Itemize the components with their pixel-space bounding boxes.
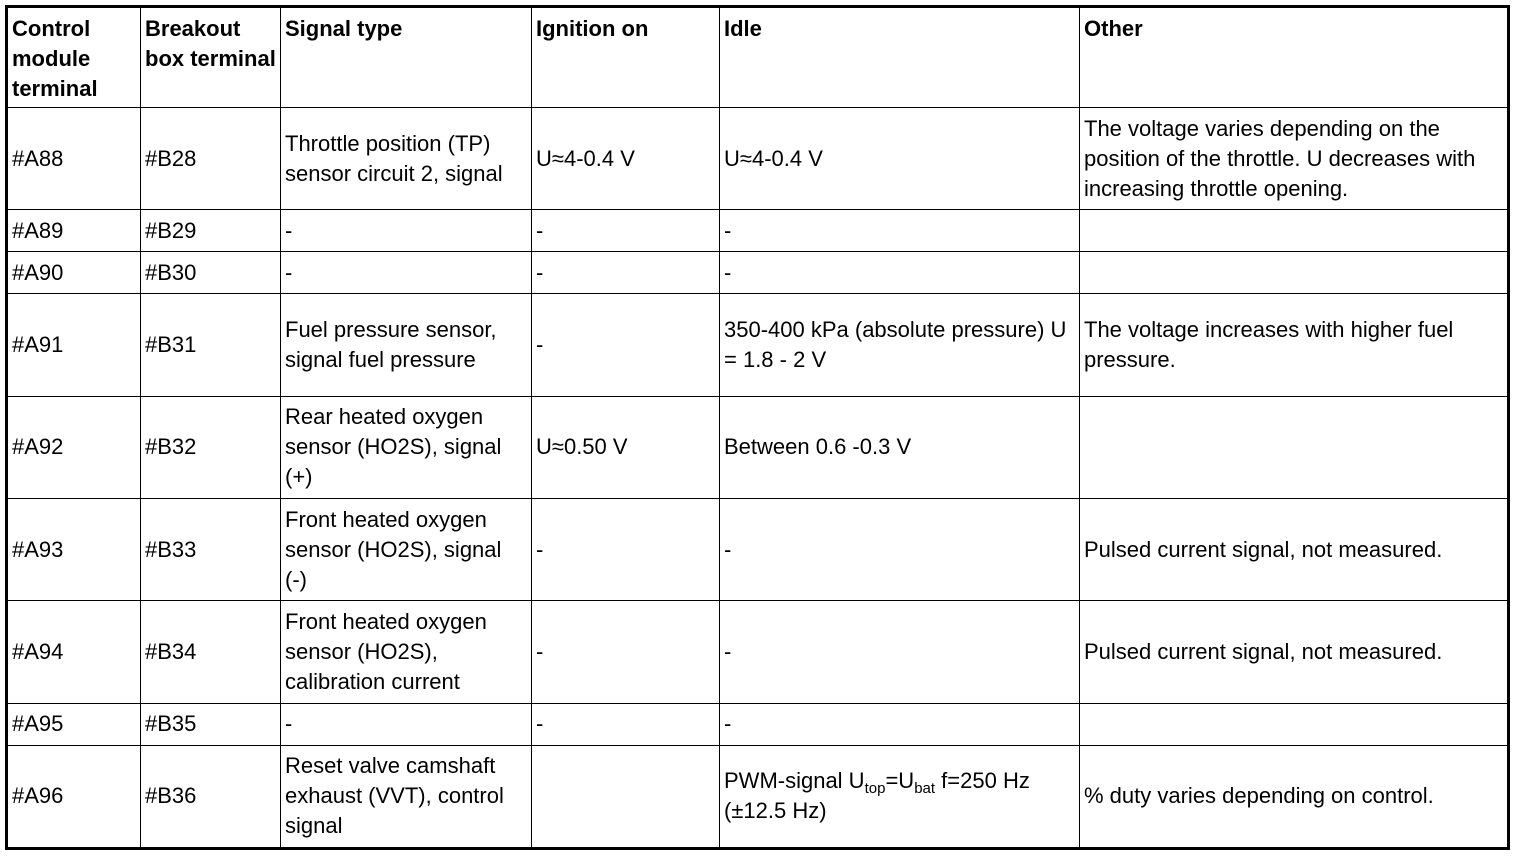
cell-other: Pulsed current signal, not measured.	[1080, 499, 1509, 601]
header-breakout-box-terminal: Breakout box terminal	[141, 7, 281, 108]
cell-signal-type: Front heated oxygen sensor (HO2S), calibration current	[281, 601, 532, 703]
header-control-module-terminal: Control module terminal	[7, 7, 141, 108]
header-signal-type: Signal type	[281, 7, 532, 108]
cell-ignition-on: -	[532, 294, 720, 396]
cell-ignition-on: -	[532, 703, 720, 745]
cell-control-module-terminal: #A91	[7, 294, 141, 396]
cell-control-module-terminal: #A89	[7, 210, 141, 252]
cell-ignition-on	[532, 745, 720, 848]
cell-breakout-box-terminal: #B31	[141, 294, 281, 396]
cell-other	[1080, 703, 1509, 745]
cell-breakout-box-terminal: #B34	[141, 601, 281, 703]
cell-signal-type: -	[281, 252, 532, 294]
cell-control-module-terminal: #A94	[7, 601, 141, 703]
cell-ignition-on: -	[532, 252, 720, 294]
cell-signal-type: Front heated oxygen sensor (HO2S), signal (-)	[281, 499, 532, 601]
cell-idle: -	[720, 601, 1080, 703]
cell-control-module-terminal: #A93	[7, 499, 141, 601]
header-ignition-on: Ignition on	[532, 7, 720, 108]
cell-other	[1080, 210, 1509, 252]
cell-signal-type: -	[281, 210, 532, 252]
table-row	[7, 396, 1509, 498]
idle-text-prefix: PWM-signal U	[724, 768, 865, 794]
cell-signal-type: Fuel pressure sensor, signal fuel pressure	[281, 294, 532, 396]
subscript-top: top	[864, 780, 886, 798]
cell-idle: Between 0.6 -0.3 V	[720, 396, 1080, 498]
cell-control-module-terminal: #A90	[7, 252, 141, 294]
cell-other: % duty varies depending on control.	[1080, 745, 1509, 848]
cell-other	[1080, 396, 1509, 498]
cell-control-module-terminal: #A95	[7, 703, 141, 745]
cell-breakout-box-terminal: #B35	[141, 703, 281, 745]
header-other: Other	[1080, 7, 1509, 108]
terminal-signal-table	[5, 5, 1510, 850]
cell-idle	[720, 745, 1080, 848]
cell-breakout-box-terminal: #B36	[141, 745, 281, 848]
table-row	[7, 294, 1509, 396]
cell-other: The voltage varies depending on the position of the throttle. U decreases with increasing throttle opening.	[1080, 108, 1509, 210]
table-row	[7, 210, 1509, 252]
cell-idle: -	[720, 703, 1080, 745]
cell-idle: -	[720, 252, 1080, 294]
cell-other: Pulsed current signal, not measured.	[1080, 601, 1509, 703]
cell-ignition-on: U≈4-0.4 V	[532, 108, 720, 210]
table-row	[7, 745, 1509, 848]
table-row	[7, 108, 1509, 210]
cell-control-module-terminal: #A96	[7, 745, 141, 848]
cell-signal-type: Throttle position (TP) sensor circuit 2, signal	[281, 108, 532, 210]
subscript-bat: bat	[914, 780, 936, 798]
cell-breakout-box-terminal: #B33	[141, 499, 281, 601]
table-row	[7, 252, 1509, 294]
cell-breakout-box-terminal: #B30	[141, 252, 281, 294]
cell-signal-type: Reset valve camshaft exhaust (VVT), control signal	[281, 745, 532, 848]
table-row	[7, 601, 1509, 703]
cell-other: The voltage increases with higher fuel pressure.	[1080, 294, 1509, 396]
cell-ignition-on: U≈0.50 V	[532, 396, 720, 498]
cell-signal-type: -	[281, 703, 532, 745]
cell-breakout-box-terminal: #B32	[141, 396, 281, 498]
idle-text-suffix: f=250 Hz (±12.5 Hz)	[724, 768, 1030, 824]
table-row	[7, 499, 1509, 601]
cell-breakout-box-terminal: #B29	[141, 210, 281, 252]
table-header-row	[7, 7, 1509, 108]
cell-idle: 350-400 kPa (absolute pressure) U = 1.8 - 2 V	[720, 294, 1080, 396]
cell-other	[1080, 252, 1509, 294]
cell-idle: -	[720, 499, 1080, 601]
cell-ignition-on: -	[532, 499, 720, 601]
cell-idle: U≈4-0.4 V	[720, 108, 1080, 210]
idle-text-equals: =U	[885, 768, 915, 794]
table-row	[7, 703, 1509, 745]
cell-signal-type: Rear heated oxygen sensor (HO2S), signal (+)	[281, 396, 532, 498]
header-idle: Idle	[720, 7, 1080, 108]
cell-breakout-box-terminal: #B28	[141, 108, 281, 210]
cell-control-module-terminal: #A88	[7, 108, 141, 210]
cell-ignition-on: -	[532, 601, 720, 703]
cell-ignition-on: -	[532, 210, 720, 252]
cell-control-module-terminal: #A92	[7, 396, 141, 498]
cell-idle: -	[720, 210, 1080, 252]
